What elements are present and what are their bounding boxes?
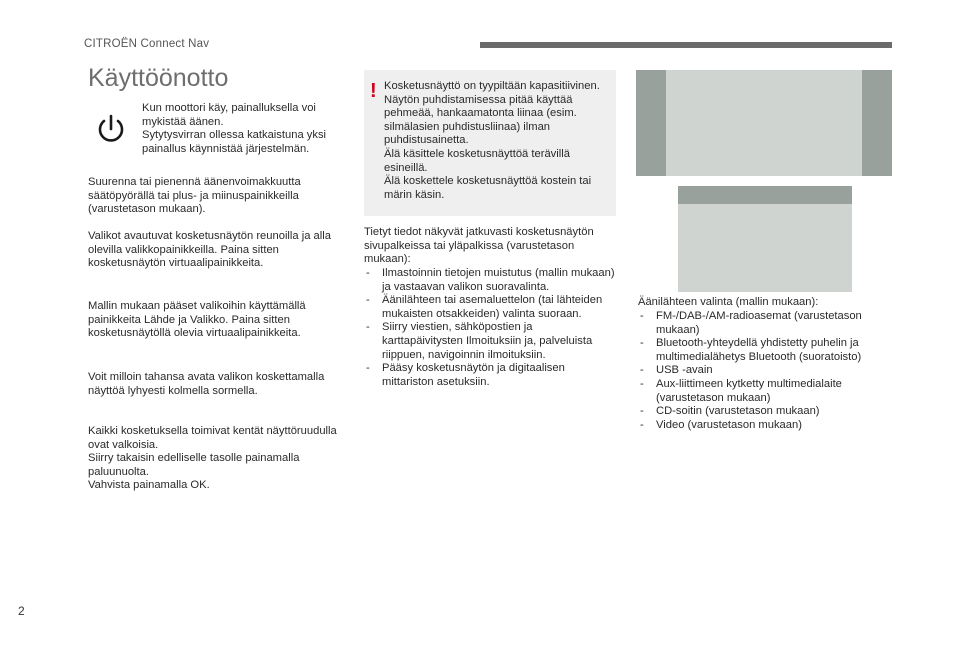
status-bar-intro: Tietyt tiedot näkyvät jatkuvasti kosketusnäytön sivupalkeissa tai yläpalkissa (varustetason mukaan):: [364, 226, 594, 266]
list-item: - Pääsy kosketusnäytön ja digitaalisen mittariston asetuksiin.: [364, 362, 616, 389]
list-item: - Video (varustetason mukaan): [638, 419, 900, 433]
list-item: - Bluetooth-yhteydellä yhdistetty puhelin ja multimedialähetys Bluetooth (suoratoisto): [638, 337, 900, 364]
screen-top-bar: [678, 186, 852, 204]
list-item: - FM-/DAB-/AM-radioasemat (varustetason mukaan): [638, 310, 900, 337]
touchscreen-small-illustration: [678, 186, 852, 292]
list-item: - Aux-liittimeen kytketty multimedialaite (varustetason mukaan): [638, 378, 900, 405]
audio-source-list: [638, 310, 900, 432]
page-title: Käyttöönotto: [88, 64, 229, 92]
list-item: - CD-soitin (varustetason mukaan): [638, 405, 900, 419]
screen-left-sidebar: [636, 70, 666, 176]
menus-paragraph: Valikot avautuvat kosketusnäytön reunoilla ja alla olevilla valikkopainikkeilla. Paina sitten kosketusnäytön virtuaalipainikkeita.: [88, 230, 331, 270]
screen-right-sidebar: [862, 70, 892, 176]
touch-fields-paragraph: Kaikki kosketuksella toimivat kentät näyttöruudulla ovat valkoisia. Siirry takaisin edelliselle tasolle painamalla paluunuolta. Vahvista painamalla OK.: [88, 425, 337, 492]
list-item: - Ilmastoinnin tietojen muistutus (mallin mukaan) ja vastaavan valikon suoravalinta.: [364, 267, 616, 294]
status-bar-list: [364, 267, 616, 389]
touchscreen-illustration: [636, 70, 892, 176]
source-menu-paragraph: Mallin mukaan pääset valikoihin käyttämällä painikkeita Lähde ja Valikko. Paina sitten kosketusnäytöllä olevia virtuaalipainikkeita.: [88, 300, 306, 340]
header-title: CITROËN Connect Nav: [84, 38, 210, 50]
volume-paragraph: Suurenna tai pienennä äänenvoimakkuutta säätöpyörällä tai plus- ja miinuspainikkeilla (varustetason mukaan).: [88, 176, 301, 216]
list-item: - USB -avain: [638, 364, 900, 378]
power-button-description: Kun moottori käy, painalluksella voi mykistää äänen. Sytytysvirran ollessa katkaistuna yksi painallus käynnistää järjestelmän.: [142, 102, 327, 155]
audio-source-intro: Äänilähteen valinta (mallin mukaan):: [638, 296, 819, 308]
header-bar: [480, 42, 892, 48]
list-item: - Siirry viestien, sähköpostien ja karttapäivitysten Ilmoituksiin ja, palveluista riippuen, navigoinnin ilmoituksiin.: [364, 321, 616, 362]
warning-note-text: Kosketusnäyttö on tyypiltään kapasitiivinen. Näytön puhdistamisessa pitää käyttää pehmeää, hankaamatonta liinaa (esim. silmälasien puhdistusliinaa) ilman puhdistusainetta. Älä käsittele kosketusnäyttöä terävillä esineillä. Älä koskettele kosketusnäyttöä kostein tai märin käsin.: [384, 80, 600, 201]
list-item: - Äänilähteen tai asemaluettelon (tai lähteiden mukaisten otsakkeiden) valinta suoraan.: [364, 294, 616, 321]
page-number: 2: [18, 604, 25, 618]
warning-icon: !: [370, 80, 377, 102]
power-icon: [94, 112, 128, 146]
three-finger-paragraph: Voit milloin tahansa avata valikon koskettamalla näyttöä lyhyesti kolmella sormella.: [88, 371, 325, 397]
